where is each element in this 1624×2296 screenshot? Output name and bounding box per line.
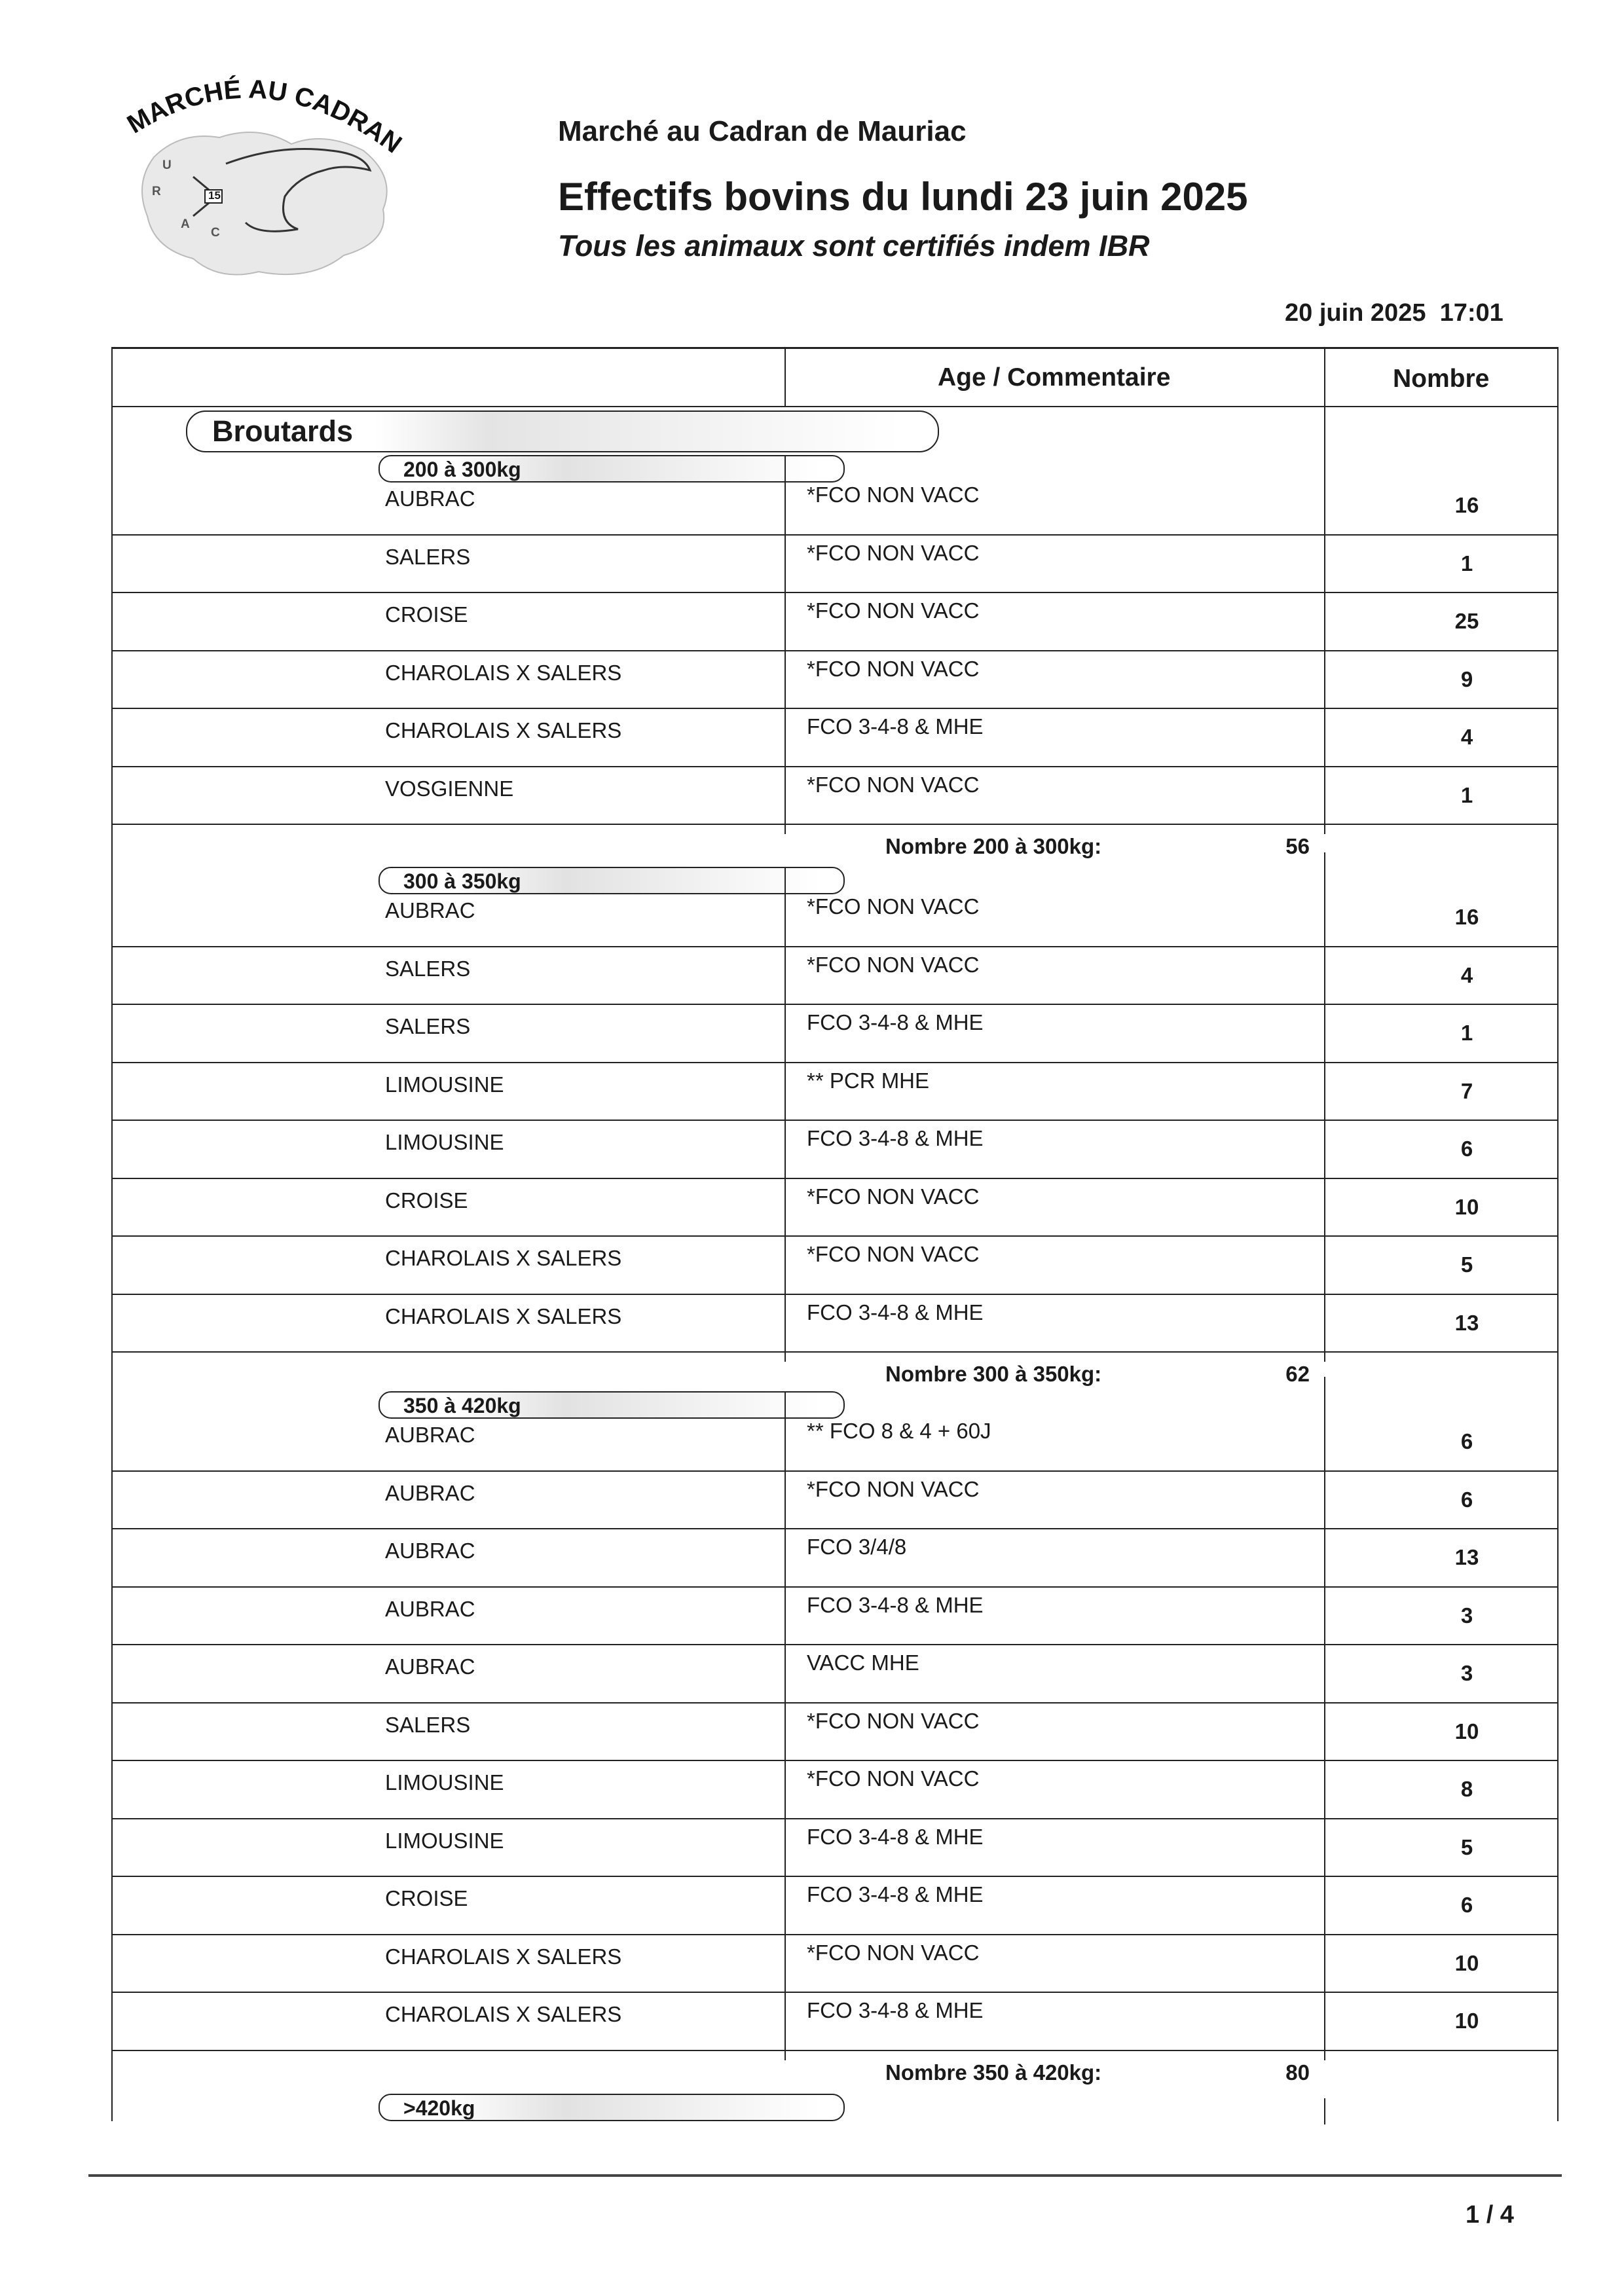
count-cell: 5	[1460, 1834, 1473, 1859]
svg-text:MARCHÉ AU CADRAN: MARCHÉ AU CADRAN	[122, 75, 407, 159]
count-cell: 9	[1460, 666, 1473, 691]
row-divider	[111, 1351, 1557, 1353]
row-divider	[111, 824, 1557, 825]
count-cell: 13	[1454, 1545, 1479, 1569]
comment-cell: *FCO NON VACC	[807, 656, 980, 681]
row-divider	[111, 1294, 1557, 1295]
comment-cell: *FCO NON VACC	[807, 1242, 980, 1266]
table-left-border	[111, 347, 113, 2121]
row-divider	[111, 1934, 1557, 1935]
weight-group-label: 300 à 350kg	[403, 869, 521, 893]
breed-cell: AUBRAC	[385, 1654, 475, 1679]
breed-cell: AUBRAC	[385, 486, 475, 511]
row-divider	[111, 946, 1557, 947]
group-total-label: Nombre 350 à 420kg:	[885, 2060, 1102, 2085]
map-number: 15	[208, 189, 221, 202]
column-divider	[784, 868, 786, 1362]
row-divider	[111, 592, 1557, 593]
column-divider	[784, 456, 786, 834]
row-divider	[111, 1876, 1557, 1877]
row-divider	[111, 1178, 1557, 1179]
comment-cell: FCO 3-4-8 & MHE	[807, 1010, 984, 1034]
breed-cell: LIMOUSINE	[385, 1770, 504, 1795]
count-cell: 25	[1454, 609, 1479, 633]
breed-cell: CROISE	[385, 1886, 468, 1910]
weight-group-label: 200 à 300kg	[403, 458, 521, 481]
weight-group-label: 350 à 420kg	[403, 1394, 521, 1417]
breed-cell: LIMOUSINE	[385, 1828, 504, 1853]
table-right-border	[1557, 347, 1559, 2121]
row-divider	[111, 1644, 1557, 1645]
count-cell: 10	[1454, 1194, 1479, 1219]
column-header-age: Age / Commentaire	[938, 363, 1171, 392]
column-divider	[784, 1393, 786, 2060]
count-cell: 6	[1460, 1893, 1473, 1917]
count-cell: 10	[1454, 1950, 1479, 1975]
breed-cell: SALERS	[385, 1014, 471, 1038]
map-letter: A	[181, 217, 190, 231]
footer-rule	[88, 2174, 1562, 2177]
breed-cell: CHAROLAIS X SALERS	[385, 1303, 622, 1328]
row-divider	[111, 650, 1557, 651]
group-total-value: 62	[1285, 1362, 1310, 1386]
page-number: 1 / 4	[1466, 2201, 1514, 2229]
comment-cell: *FCO NON VACC	[807, 1184, 980, 1209]
category-pill	[186, 410, 939, 452]
table-top-border	[111, 347, 1557, 349]
row-divider	[111, 708, 1557, 709]
breed-cell: SALERS	[385, 544, 471, 569]
comment-cell: FCO 3-4-8 & MHE	[807, 714, 984, 738]
comment-cell: VACC MHE	[807, 1650, 919, 1675]
row-divider	[111, 1004, 1557, 1005]
comment-cell: *FCO NON VACC	[807, 540, 980, 565]
weight-group-pill	[378, 867, 845, 894]
count-cell: 5	[1460, 1252, 1473, 1277]
comment-cell: *FCO NON VACC	[807, 483, 980, 507]
comment-cell: FCO 3-4-8 & MHE	[807, 1300, 984, 1324]
count-cell: 13	[1454, 1310, 1479, 1335]
row-divider	[111, 1818, 1557, 1819]
ibr-note: Tous les animaux sont certifiés indem IBR	[558, 229, 1150, 263]
group-total-label: Nombre 300 à 350kg:	[885, 1362, 1102, 1386]
count-cell: 10	[1454, 1719, 1479, 1743]
breed-cell: LIMOUSINE	[385, 1130, 504, 1154]
row-divider	[111, 406, 1557, 407]
row-divider	[111, 534, 1557, 536]
weight-group-pill	[378, 1391, 845, 1419]
breed-cell: CHAROLAIS X SALERS	[385, 660, 622, 685]
row-divider	[111, 1760, 1557, 1761]
count-cell: 8	[1460, 1777, 1473, 1801]
category-label: Broutards	[212, 414, 354, 448]
column-divider	[1324, 406, 1325, 834]
breed-cell: AUBRAC	[385, 1596, 475, 1621]
weight-group-pill	[378, 455, 845, 483]
count-cell: 7	[1460, 1078, 1473, 1103]
map-letter: R	[152, 185, 161, 198]
count-cell: 1	[1460, 782, 1473, 807]
row-divider	[111, 1470, 1557, 1472]
breed-cell: AUBRAC	[385, 1539, 475, 1563]
comment-cell: *FCO NON VACC	[807, 1708, 980, 1733]
map-letter: C	[211, 226, 220, 240]
breed-cell: CHAROLAIS X SALERS	[385, 1944, 622, 1969]
count-cell: 16	[1454, 905, 1479, 929]
row-divider	[111, 1062, 1557, 1063]
count-cell: 10	[1454, 2009, 1479, 2033]
comment-cell: ** PCR MHE	[807, 1068, 930, 1093]
breed-cell: AUBRAC	[385, 1423, 475, 1447]
breed-cell: CHAROLAIS X SALERS	[385, 718, 622, 742]
breed-cell: CHAROLAIS X SALERS	[385, 1246, 622, 1270]
count-cell: 3	[1460, 1661, 1473, 1685]
comment-cell: *FCO NON VACC	[807, 894, 980, 919]
column-divider	[784, 347, 786, 406]
map-letter: U	[162, 158, 172, 172]
page-title: Effectifs bovins du lundi 23 juin 2025	[558, 175, 1248, 219]
comment-cell: *FCO NON VACC	[807, 1940, 980, 1965]
row-divider	[111, 1702, 1557, 1704]
comment-cell: FCO 3/4/8	[807, 1535, 907, 1559]
breed-cell: AUBRAC	[385, 898, 475, 922]
column-divider	[1324, 1377, 1325, 2060]
comment-cell: FCO 3-4-8 & MHE	[807, 1592, 984, 1617]
count-cell: 3	[1460, 1603, 1473, 1628]
column-divider	[1324, 2098, 1325, 2124]
breed-cell: AUBRAC	[385, 1480, 475, 1505]
comment-cell: FCO 3-4-8 & MHE	[807, 1824, 984, 1849]
comment-cell: FCO 3-4-8 & MHE	[807, 1998, 984, 2022]
comment-cell: FCO 3-4-8 & MHE	[807, 1126, 984, 1150]
breed-cell: SALERS	[385, 1712, 471, 1737]
column-divider	[1324, 852, 1325, 1362]
comment-cell: *FCO NON VACC	[807, 952, 980, 977]
group-total-value: 80	[1285, 2060, 1310, 2085]
row-divider	[111, 1528, 1557, 1529]
comment-cell: FCO 3-4-8 & MHE	[807, 1882, 984, 1906]
count-cell: 1	[1460, 551, 1473, 575]
breed-cell: CROISE	[385, 602, 468, 627]
weight-group-pill	[378, 2094, 845, 2121]
comment-cell: *FCO NON VACC	[807, 772, 980, 797]
print-datetime: 20 juin 2025 17:01	[1285, 299, 1504, 327]
market-name: Marché au Cadran de Mauriac	[558, 115, 967, 147]
breed-cell: CHAROLAIS X SALERS	[385, 2002, 622, 2026]
row-divider	[111, 1235, 1557, 1237]
column-header-count: Nombre	[1393, 365, 1490, 393]
count-cell: 6	[1460, 1487, 1473, 1512]
row-divider	[111, 2050, 1557, 2051]
breed-cell: VOSGIENNE	[385, 776, 514, 801]
weight-group-label: >420kg	[403, 2096, 475, 2120]
count-cell: 16	[1454, 493, 1479, 517]
column-divider	[1324, 347, 1325, 406]
comment-cell: *FCO NON VACC	[807, 1766, 980, 1791]
row-divider	[111, 766, 1557, 767]
count-cell: 6	[1460, 1137, 1473, 1161]
count-cell: 4	[1460, 725, 1473, 749]
count-cell: 6	[1460, 1429, 1473, 1453]
row-divider	[111, 1992, 1557, 1993]
comment-cell: *FCO NON VACC	[807, 598, 980, 623]
count-cell: 1	[1460, 1021, 1473, 1045]
comment-cell: ** FCO 8 & 4 + 60J	[807, 1419, 991, 1443]
row-divider	[111, 1586, 1557, 1588]
comment-cell: *FCO NON VACC	[807, 1476, 980, 1501]
breed-cell: SALERS	[385, 956, 471, 981]
row-divider	[111, 1120, 1557, 1121]
cantal-map-logo	[128, 118, 403, 282]
count-cell: 4	[1460, 962, 1473, 987]
group-total-value: 56	[1285, 834, 1310, 858]
breed-cell: CROISE	[385, 1188, 468, 1212]
group-total-label: Nombre 200 à 300kg:	[885, 834, 1102, 858]
breed-cell: LIMOUSINE	[385, 1072, 504, 1097]
